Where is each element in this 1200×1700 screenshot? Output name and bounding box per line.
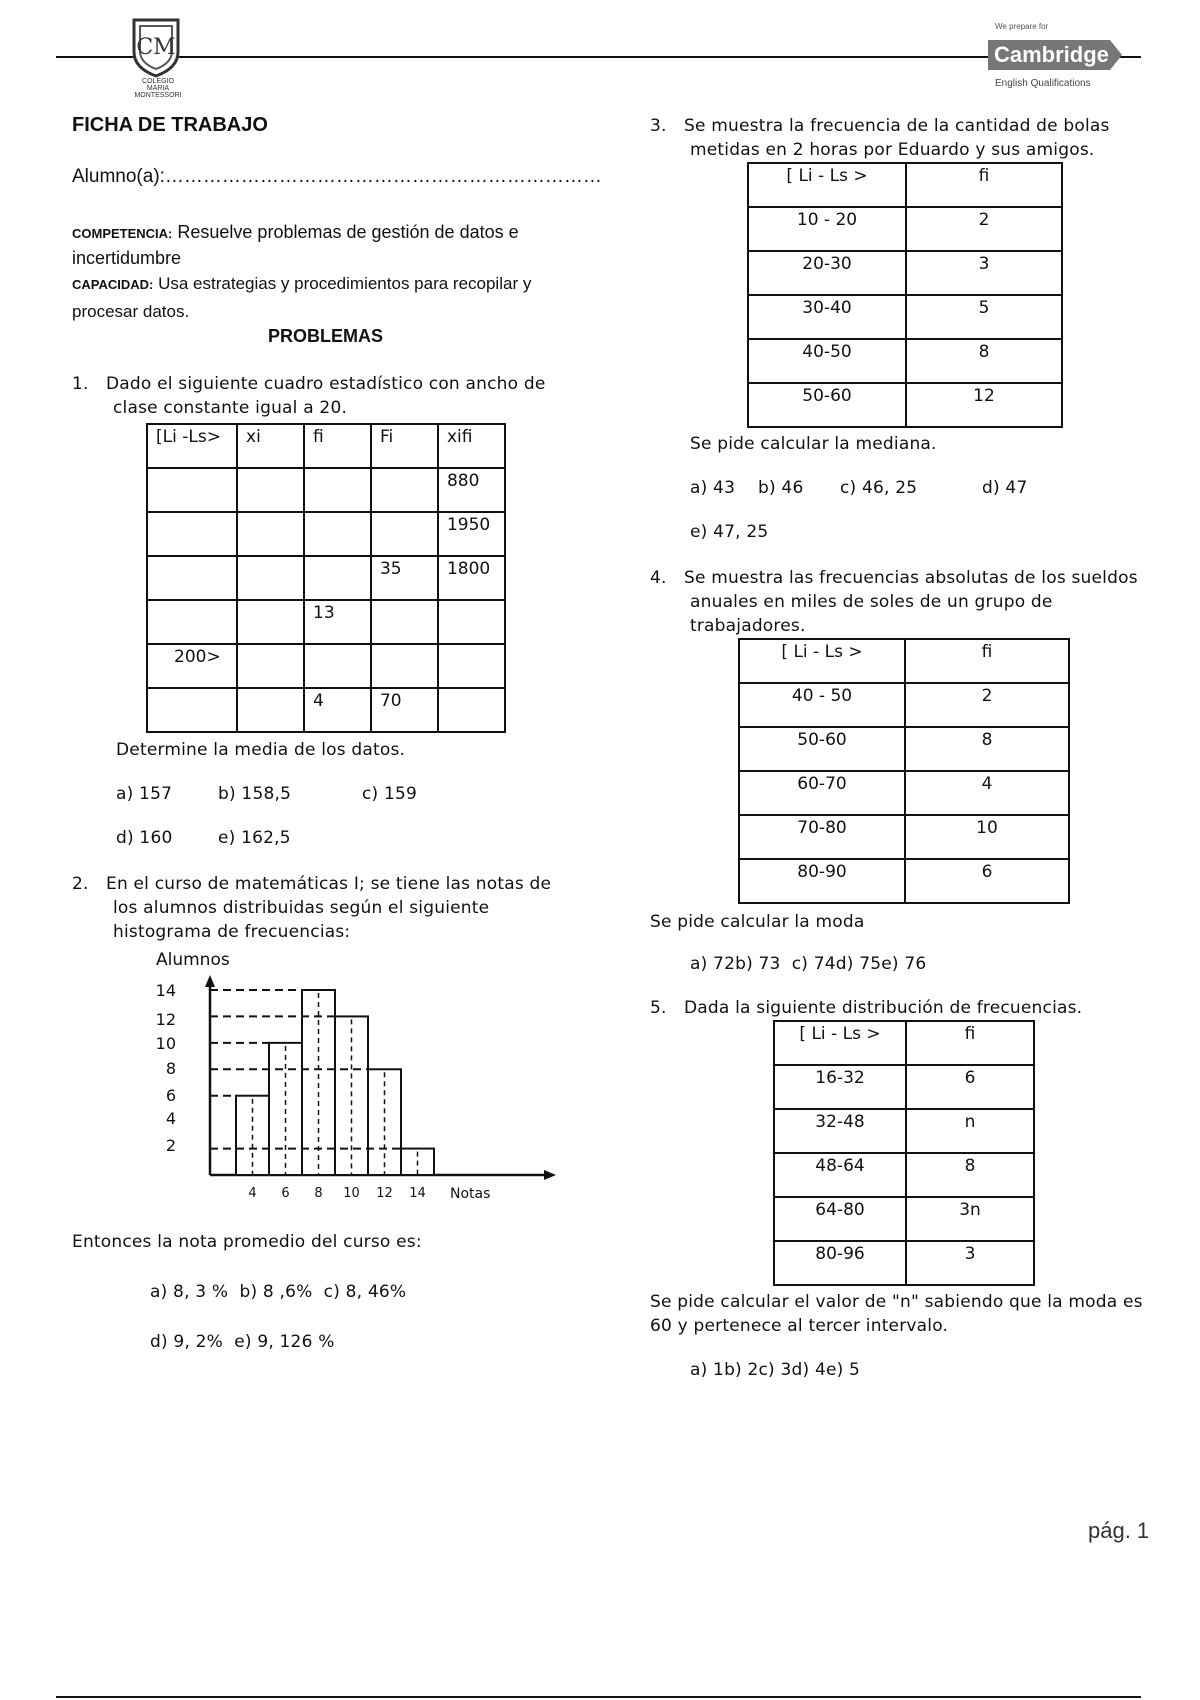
table-cell: n: [906, 1109, 1034, 1153]
table-cell: 5: [906, 295, 1062, 339]
table-cell: 60-70: [739, 771, 905, 815]
table-row: [739, 727, 1069, 771]
x-tick-label: 12: [376, 1186, 393, 1201]
table-cell: 8: [906, 1153, 1034, 1197]
table-cell: 50-60: [739, 727, 905, 771]
p1-header-0: [Li -Ls>: [156, 427, 221, 447]
p2-options-row2[interactable]: d) 9, 2% e) 9, 126 %: [150, 1332, 335, 1352]
x-tick-label: 8: [314, 1186, 323, 1201]
p3-table: [747, 162, 1063, 428]
p5-table: [773, 1020, 1035, 1286]
table-cell: 48-64: [774, 1153, 906, 1197]
table-cell: [438, 688, 505, 732]
school-logo: [128, 14, 184, 78]
table-cell: 2: [906, 207, 1062, 251]
table-cell: [147, 600, 237, 644]
histogram-chart: [140, 940, 580, 1220]
p4-header-0: [ Li - Ls >: [739, 639, 905, 683]
table-row: [748, 383, 1062, 427]
p4-options[interactable]: a) 72b) 73 c) 74d) 75e) 76: [690, 954, 927, 974]
table-cell: 70: [371, 688, 438, 732]
table-cell: 30-40: [748, 295, 906, 339]
table-cell: 4: [304, 688, 371, 732]
p4-table: [738, 638, 1070, 904]
table-cell: 3: [906, 251, 1062, 295]
p5-header-0: [ Li - Ls >: [774, 1021, 906, 1065]
table-cell: [304, 644, 371, 688]
y-tick-label: 10: [155, 1034, 176, 1053]
p1-number: 1.: [72, 374, 89, 394]
x-tick-label: 14: [409, 1186, 426, 1201]
school-name-line1: COLEGIO: [142, 78, 174, 85]
table-cell: 10 - 20: [748, 207, 906, 251]
table-cell: 1950: [438, 512, 505, 556]
table-cell: 8: [905, 727, 1069, 771]
p1-question: Determine la media de los datos.: [116, 740, 406, 760]
table-row: [748, 251, 1062, 295]
p2-question: Entonces la nota promedio del curso es:: [72, 1232, 422, 1252]
competencia-text: Resuelve problemas de gestión de datos e incertidumbre: [72, 222, 519, 268]
table-row: [147, 468, 505, 512]
p3-text-line2: metidas en 2 horas por Eduardo y sus amigos.: [690, 140, 1095, 160]
table-cell: 16-32: [774, 1065, 906, 1109]
table-row: [774, 1197, 1034, 1241]
table-cell: [304, 556, 371, 600]
p3-option-a[interactable]: a) 43: [690, 478, 736, 498]
p3-header-0: [ Li - Ls >: [748, 163, 906, 207]
p3-option-e[interactable]: e) 47, 25: [690, 522, 769, 542]
school-name-line3: MONTESSORI: [134, 92, 182, 99]
p3-option-b[interactable]: b) 46: [758, 478, 804, 498]
table-cell: [371, 512, 438, 556]
y-tick-label: 4: [165, 1109, 176, 1128]
p5-text-line1: Dada la siguiente distribución de frecuencias.: [684, 998, 1083, 1018]
p3-header-1: fi: [906, 163, 1062, 207]
y-tick-label: 14: [155, 981, 176, 1000]
p1-text-line1: Dado el siguiente cuadro estadístico con ancho de: [106, 374, 546, 394]
table-row: [748, 295, 1062, 339]
table-cell: [438, 644, 505, 688]
table-row: [739, 639, 1069, 683]
table-row: [147, 556, 505, 600]
p5-question-line2: 60 y pertenece al tercer intervalo.: [650, 1316, 949, 1336]
table-row: [739, 683, 1069, 727]
table-cell: 20-30: [748, 251, 906, 295]
x-axis-label: Notas: [450, 1186, 491, 1202]
problems-heading: PROBLEMAS: [268, 326, 384, 346]
table-cell: 3: [906, 1241, 1034, 1285]
p3-number: 3.: [650, 116, 667, 136]
p3-question: Se pide calcular la mediana.: [690, 434, 937, 454]
table-cell: 12: [906, 383, 1062, 427]
x-tick-label: 10: [343, 1186, 360, 1201]
table-cell: 40 - 50: [739, 683, 905, 727]
x-tick-label: 6: [281, 1186, 290, 1201]
table-cell: [147, 556, 237, 600]
table-cell: [304, 512, 371, 556]
brand-sub: English Qualifications: [995, 78, 1091, 89]
p1-header-2: fi: [313, 427, 324, 447]
y-tick-label: 6: [165, 1086, 176, 1105]
p3-option-c[interactable]: c) 46, 25: [840, 478, 918, 498]
table-cell: 35: [371, 556, 438, 600]
header-rule: [56, 56, 1141, 58]
table-cell: 880: [438, 468, 505, 512]
table-row: [774, 1241, 1034, 1285]
p1-header-1: xi: [246, 427, 261, 447]
table-cell: 4: [905, 771, 1069, 815]
table-row: [774, 1021, 1034, 1065]
p4-question: Se pide calcular la moda: [650, 912, 865, 932]
table-row: [739, 815, 1069, 859]
table-row: [147, 644, 505, 688]
table-cell: 40-50: [748, 339, 906, 383]
table-row: [147, 600, 505, 644]
capacidad-label: CAPACIDAD:: [72, 277, 154, 292]
p1-option-a[interactable]: a) 157: [116, 784, 173, 804]
table-cell: [237, 468, 304, 512]
p5-question-line1: Se pide calcular el valor de "n" sabiendo que la moda es: [650, 1292, 1143, 1312]
p2-options-row1[interactable]: a) 8, 3 % b) 8 ,6% c) 8, 46%: [150, 1282, 407, 1302]
capacidad-text: Usa estrategias y procedimientos para recopilar y procesar datos.: [72, 274, 532, 321]
p1-table: [146, 423, 506, 733]
brand-tagline: We prepare for: [995, 22, 1049, 31]
p1-header-cell: [147, 424, 237, 468]
table-cell: [371, 644, 438, 688]
table-cell: 13: [304, 600, 371, 644]
page-number: pág. 1: [1088, 1518, 1150, 1543]
table-row: [748, 163, 1062, 207]
x-axis-arrow: [544, 1170, 556, 1180]
table-cell: 80-90: [739, 859, 905, 903]
table-row: [739, 771, 1069, 815]
y-tick-label: 8: [165, 1059, 176, 1078]
p1-text-line2: clase constante igual a 20.: [113, 398, 348, 418]
p4-text-line3: trabajadores.: [690, 616, 806, 636]
table-cell: [237, 688, 304, 732]
p2-text-line1: En el curso de matemáticas I; se tiene las notas de: [106, 874, 552, 894]
table-row: [748, 339, 1062, 383]
p2-text-line2: los alumnos distribuidas según el siguiente: [113, 898, 490, 918]
table-cell: [237, 600, 304, 644]
table-cell: 6: [905, 859, 1069, 903]
y-tick-label: 12: [155, 1010, 176, 1029]
table-cell: 32-48: [774, 1109, 906, 1153]
p1-option-d[interactable]: d) 160: [116, 828, 173, 848]
capacidad-block: [72, 270, 542, 325]
competencia-block: [72, 220, 542, 271]
table-cell: [371, 468, 438, 512]
p4-text-line1: Se muestra las frecuencias absolutas de los sueldos: [684, 568, 1138, 588]
table-row: [147, 688, 505, 732]
table-cell: [237, 556, 304, 600]
table-cell: 6: [906, 1065, 1034, 1109]
p4-number: 4.: [650, 568, 667, 588]
p5-header-1: fi: [906, 1021, 1034, 1065]
table-cell: [371, 600, 438, 644]
table-cell: 64-80: [774, 1197, 906, 1241]
p1-option-b[interactable]: b) 158,5: [218, 784, 292, 804]
table-cell: [147, 468, 237, 512]
p1-option-e[interactable]: e) 162,5: [218, 828, 291, 848]
table-row: [774, 1109, 1034, 1153]
svg-text:CM: CM: [136, 35, 176, 60]
p1-header-4: xifi: [446, 427, 473, 447]
table-cell: 10: [905, 815, 1069, 859]
p1-header-3: Fi: [379, 427, 394, 447]
p2-text-line3: histograma de frecuencias:: [113, 922, 351, 942]
table-cell: [304, 468, 371, 512]
table-cell: [147, 688, 237, 732]
worksheet-title: FICHA DE TRABAJO: [72, 114, 268, 136]
student-name-field[interactable]: Alumno(a):……………………………………………………………: [72, 166, 602, 187]
brand-name: Cambridge: [994, 42, 1109, 67]
table-row: [774, 1153, 1034, 1197]
competencia-label: COMPETENCIA:: [72, 226, 173, 241]
p3-text-line1: Se muestra la frecuencia de la cantidad de bolas: [684, 116, 1110, 136]
table-row: [774, 1065, 1034, 1109]
table-cell: 2: [905, 683, 1069, 727]
table-cell: 80-96: [774, 1241, 906, 1285]
y-axis-label: Alumnos: [156, 950, 230, 970]
p3-option-d[interactable]: d) 47: [982, 478, 1028, 498]
table-row: [748, 207, 1062, 251]
table-cell: [147, 512, 237, 556]
p5-options[interactable]: a) 1b) 2c) 3d) 4e) 5: [690, 1360, 861, 1380]
school-name-line2: MARIA: [146, 85, 170, 92]
p4-header-1: fi: [905, 639, 1069, 683]
footer-rule: [56, 1696, 1141, 1698]
y-axis-arrow: [205, 975, 215, 987]
x-tick-label: 4: [248, 1186, 257, 1201]
table-cell: 50-60: [748, 383, 906, 427]
p1-option-c[interactable]: c) 159: [362, 784, 418, 804]
table-cell: 70-80: [739, 815, 905, 859]
table-cell: [438, 600, 505, 644]
table-cell: 8: [906, 339, 1062, 383]
p2-number: 2.: [72, 874, 89, 894]
table-cell: [237, 512, 304, 556]
y-tick-label: 2: [165, 1136, 176, 1155]
table-cell: [237, 644, 304, 688]
table-row: [147, 512, 505, 556]
p5-number: 5.: [650, 998, 667, 1018]
table-cell: 1800: [438, 556, 505, 600]
table-cell: 3n: [906, 1197, 1034, 1241]
table-row: [739, 859, 1069, 903]
p4-text-line2: anuales en miles de soles de un grupo de: [690, 592, 1053, 612]
table-cell: 200>: [147, 644, 237, 688]
